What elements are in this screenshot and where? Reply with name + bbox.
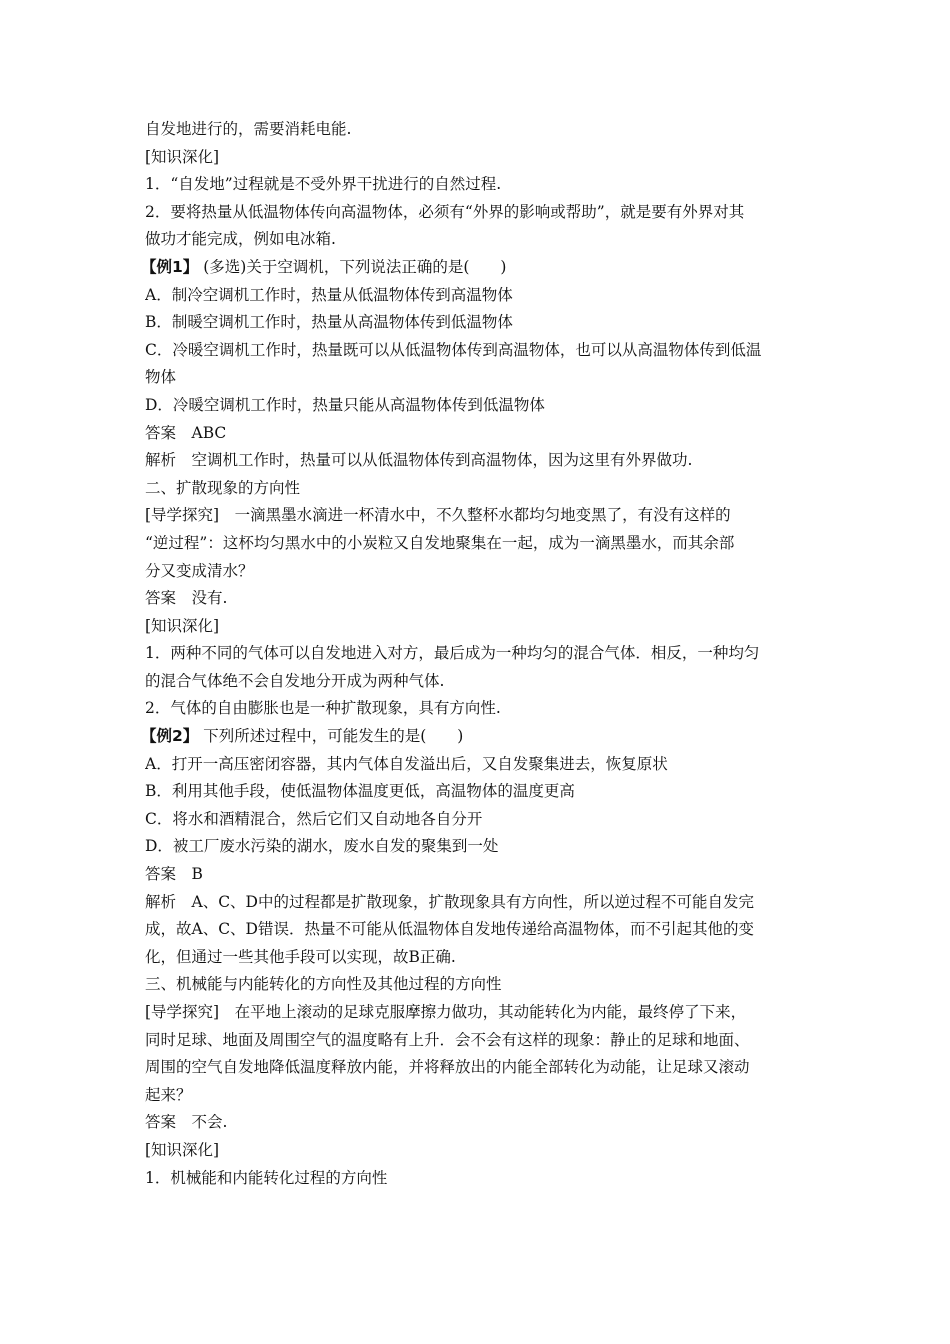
guided-inquiry-3-line-2: 同时足球、地面及周围空气的温度略有上升．会不会有这样的现象：静止的足球和地面、	[145, 1030, 750, 1049]
example-1-option-d: D．冷暖空调机工作时，热量只能从高温物体传到低温物体	[145, 395, 545, 414]
example-1-heading	[141, 254, 810, 282]
example-1-analysis: 解析 空调机工作时，热量可以从低温物体传到高温物体，因为这里有外界做功.	[145, 451, 693, 470]
section-heading-3: 三、机械能与内能转化的方向性及其他过程的方向性	[145, 975, 502, 994]
knowledge-3-item-1: 1．机械能和内能转化过程的方向性	[145, 1168, 388, 1187]
example-1-tag: 【例1】	[141, 257, 199, 276]
example-2-option-b: B．利用其他手段，使低温物体温度更低，高温物体的温度更高	[145, 782, 575, 801]
example-2-analysis-3: 化，但通过一些其他手段可以实现，故B正确.	[145, 947, 456, 966]
example-2-question: 下列所述过程中，可能发生的是( )	[203, 727, 464, 746]
text-line-1: 自发地进行的，需要消耗电能.	[145, 120, 352, 138]
section-heading-2: 二、扩散现象的方向性	[145, 478, 301, 497]
guided-inquiry-3-line-3: 周围的空气自发地降低温度释放内能，并将释放出的内能全部转化为动能，让足球又滚动	[145, 1058, 750, 1077]
section-label-knowledge-2: [知识深化]	[145, 616, 220, 635]
guided-inquiry-2-line-2: “逆过程”：这杯均匀黑水中的小炭粒又自发地聚集在一起，成为一滴黑墨水，而其余部	[145, 533, 735, 552]
example-2-option-d: D．被工厂废水污染的湖水，废水自发的聚集到一处	[145, 837, 499, 856]
example-2-option-a: A．打开一高压密闭容器，其内气体自发溢出后，又自发聚集进去，恢复原状	[145, 754, 668, 773]
knowledge-2-item-2: 2．气体的自由膨胀也是一种扩散现象，具有方向性.	[145, 699, 501, 718]
knowledge-2-item-1-cont: 的混合气体绝不会自发地分开成为两种气体.	[145, 671, 445, 690]
section-label-knowledge: [知识深化]	[145, 147, 220, 166]
example-1-question: (多选)关于空调机，下列说法正确的是( )	[203, 257, 507, 276]
example-1-option-b: B．制暖空调机工作时，热量从高温物体传到低温物体	[145, 313, 513, 332]
example-2-answer: 答案 B	[145, 865, 203, 884]
example-2-analysis-1: 解析 A、C、D中的过程都是扩散现象，扩散现象具有方向性，所以逆过程不可能自发完	[145, 892, 754, 911]
guided-inquiry-3-line-4: 起来？	[145, 1085, 192, 1104]
example-1-option-a: A．制冷空调机工作时，热量从低温物体传到高温物体	[145, 285, 513, 304]
example-2-option-c: C．将水和酒精混合，然后它们又自动地各自分开	[145, 809, 483, 828]
text-line-5: 做功才能完成，例如电冰箱.	[145, 230, 336, 249]
guided-inquiry-2-line-1: [导学探究] 一滴黑墨水滴进一杯清水中，不久整杯水都均匀地变黑了，有没有这样的	[145, 506, 731, 525]
example-2-heading	[141, 723, 810, 751]
knowledge-2-item-1: 1．两种不同的气体可以自发地进入对方，最后成为一种均匀的混合气体．相反，一种均匀	[145, 644, 760, 663]
text-line-3: 1．“自发地”过程就是不受外界干扰进行的自然过程.	[145, 175, 502, 194]
guided-inquiry-2-answer: 答案 没有.	[145, 589, 228, 608]
example-1-option-c: C．冷暖空调机工作时，热量既可以从低温物体传到高温物体，也可以从高温物体传到低温	[145, 340, 762, 359]
text-line-4: 2．要将热量从低温物体传向高温物体，必须有“外界的影响或帮助”，就是要有外界对其	[145, 202, 745, 221]
guided-inquiry-3-line-1: [导学探究] 在平地上滚动的足球克服摩擦力做功，其动能转化为内能，最终停了下来，	[145, 1003, 747, 1021]
example-2-analysis-2: 成，故A、C、D错误．热量不可能从低温物体自发地传递给高温物体，而不引起其他的变	[145, 920, 754, 939]
guided-inquiry-3-answer: 答案 不会.	[145, 1113, 228, 1132]
example-1-option-c-cont: 物体	[145, 368, 177, 387]
guided-inquiry-2-line-3: 分又变成清水？	[145, 561, 254, 580]
section-label-knowledge-3: [知识深化]	[145, 1140, 220, 1159]
document-page	[141, 116, 810, 1192]
example-1-answer: 答案 ABC	[145, 423, 227, 442]
example-2-tag: 【例2】	[141, 727, 199, 746]
